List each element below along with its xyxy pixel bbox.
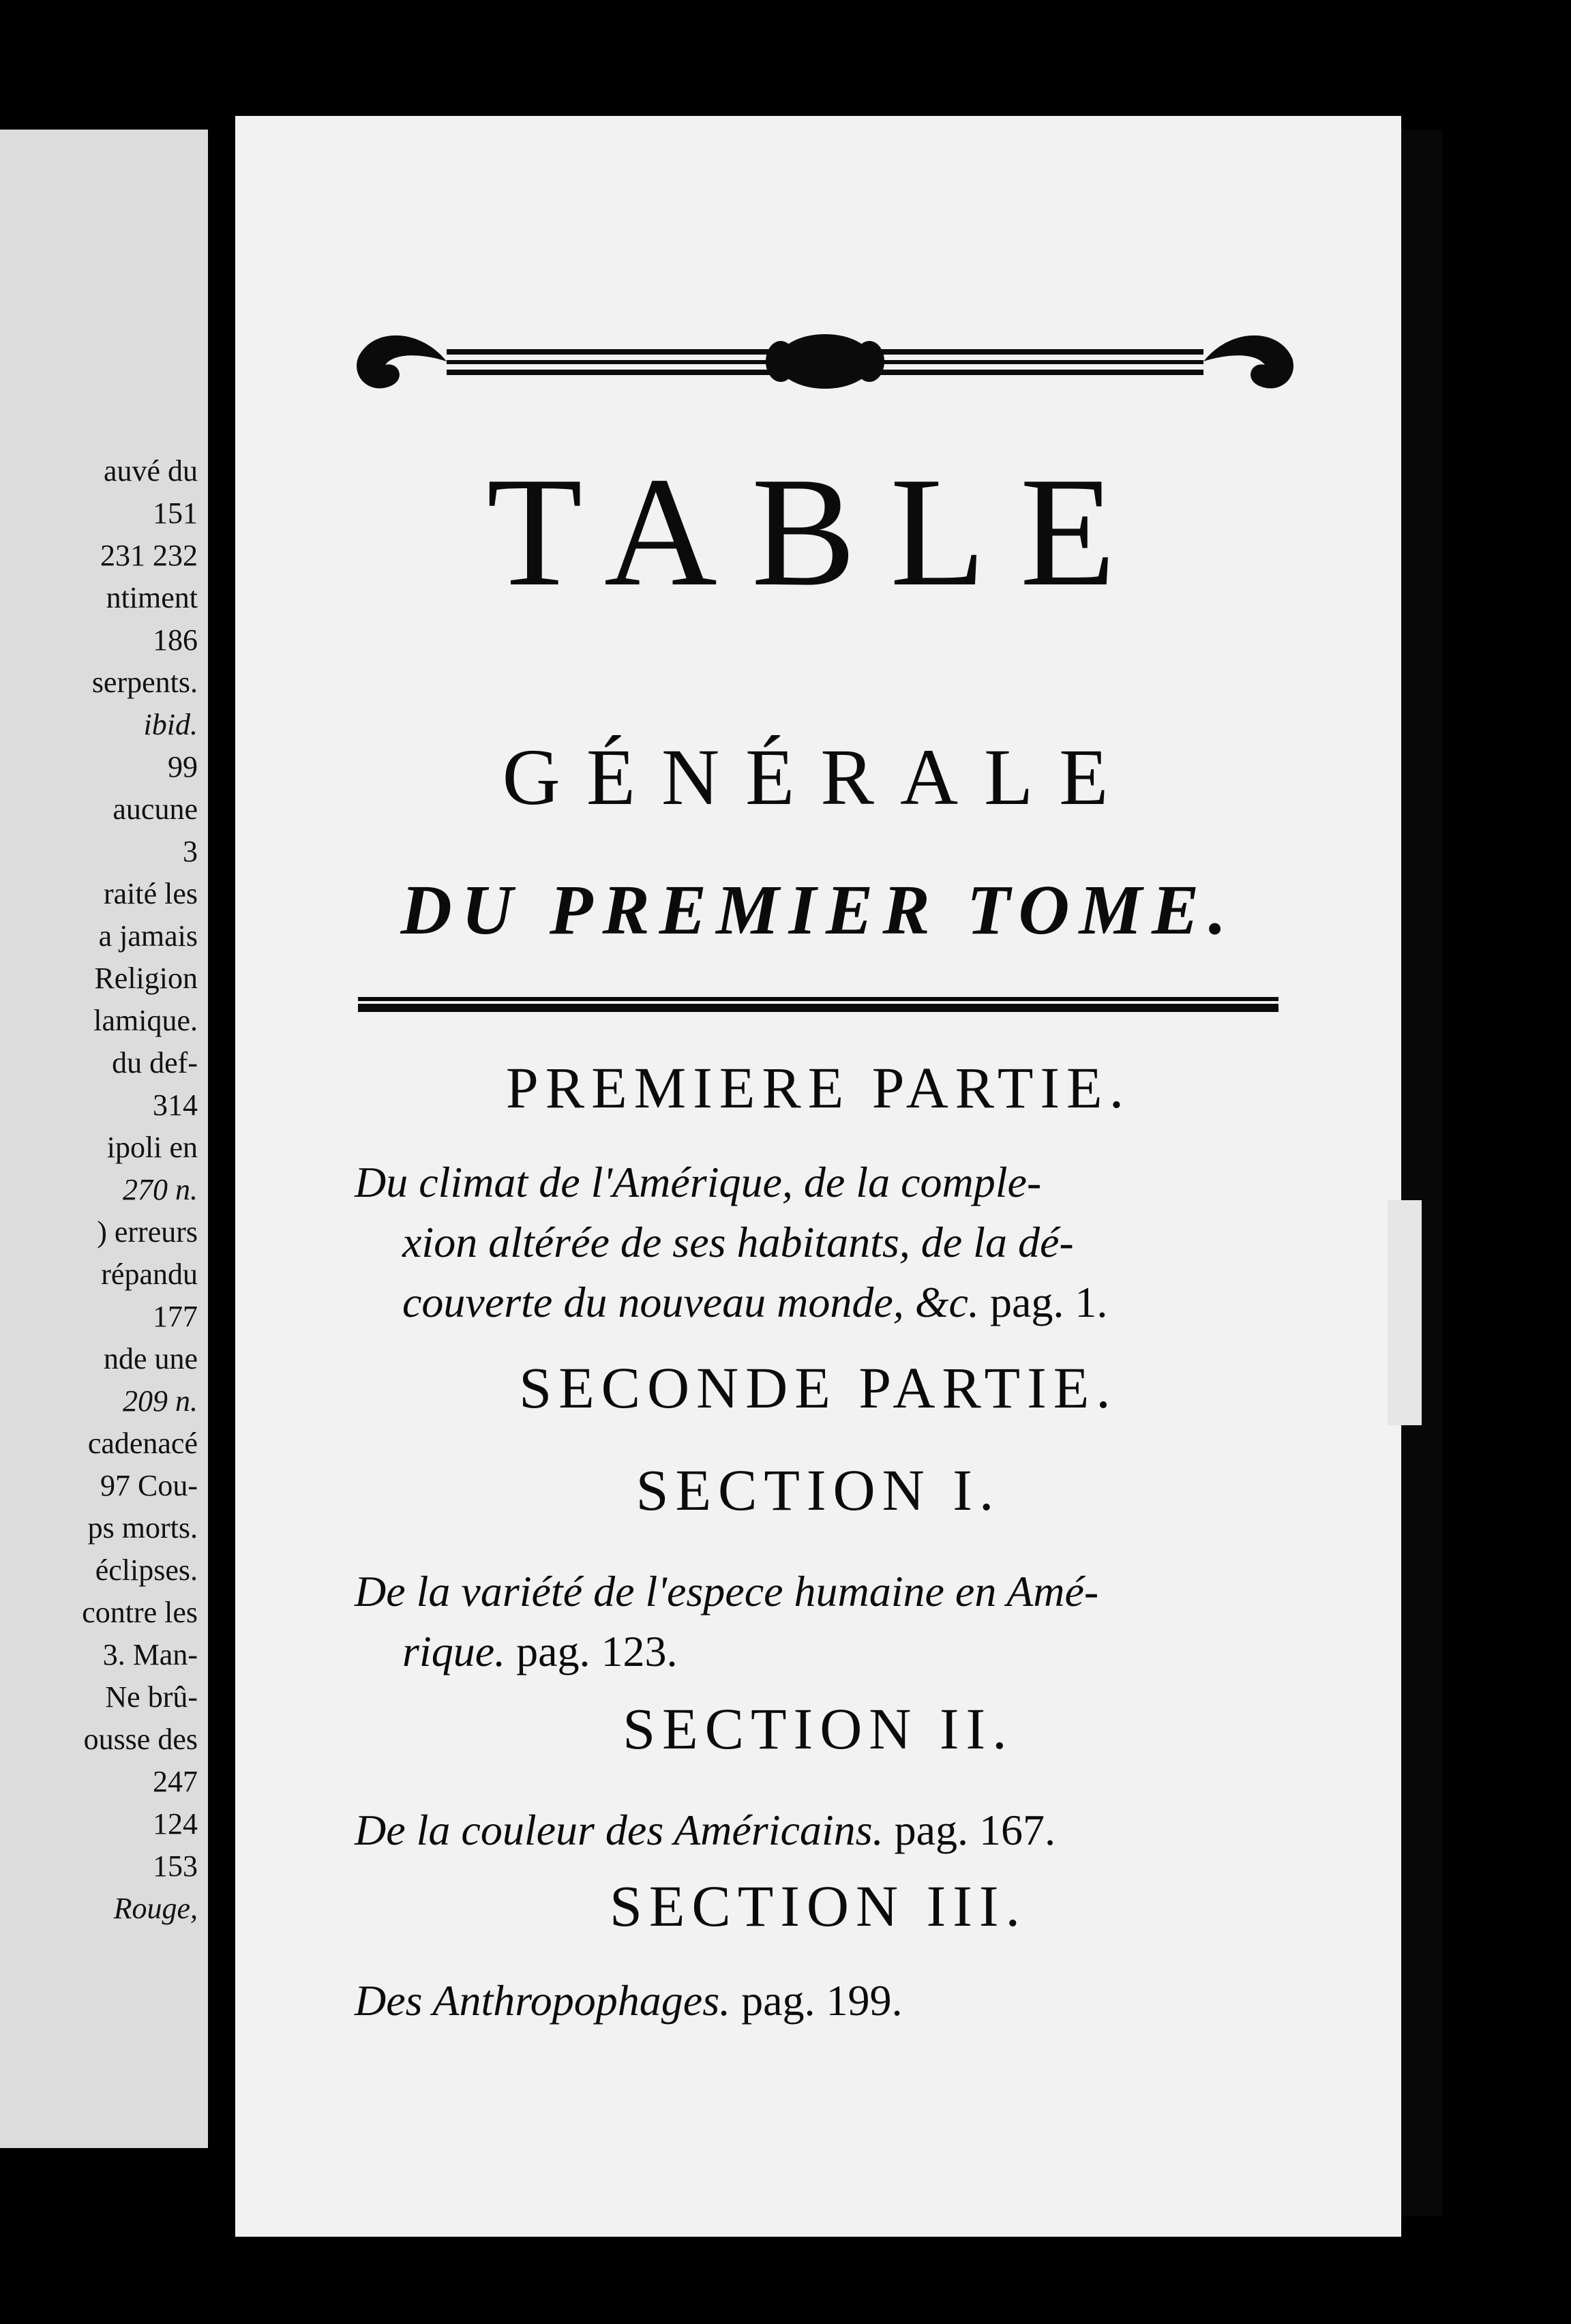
facing-line: 209 n. <box>123 1384 198 1418</box>
facing-line: 247 <box>153 1765 198 1798</box>
section-three-entry <box>355 1971 1296 2031</box>
part-one-entry <box>355 1152 1296 1332</box>
facing-line: 97 Cou- <box>100 1469 198 1502</box>
entry-line: xion altérée de ses habitants, de la dé- <box>402 1218 1074 1266</box>
facing-line: aucune <box>113 792 198 826</box>
page-reference: pag. 1. <box>989 1278 1108 1326</box>
facing-line: du def- <box>112 1046 198 1079</box>
section-two-entry <box>355 1800 1296 1860</box>
facing-line: 231 232 <box>100 539 198 572</box>
facing-line: ipoli en <box>106 1131 198 1164</box>
entry-text: De la couleur des Américains. <box>355 1806 884 1854</box>
part-two-heading: SECONDE PARTIE. <box>519 1355 1118 1420</box>
facing-page-text <box>0 450 198 1930</box>
facing-line: 124 <box>153 1807 198 1841</box>
facing-line: 314 <box>153 1088 198 1122</box>
page-edge <box>1401 130 1442 2216</box>
facing-line: 99 <box>168 750 198 784</box>
page-reference: pag. 123. <box>516 1627 678 1675</box>
facing-line: nde une <box>103 1342 198 1375</box>
main-page <box>235 116 1401 2237</box>
facing-line: 151 <box>153 496 198 530</box>
section-one-heading: SECTION I. <box>635 1457 1001 1523</box>
tome-heading: DU PREMIER TOME. <box>400 871 1236 949</box>
facing-line: a jamais <box>98 919 198 953</box>
section-one-entry <box>355 1562 1296 1682</box>
facing-line: raité les <box>103 877 198 910</box>
facing-line: répandu <box>101 1257 198 1291</box>
facing-line: cadenacé <box>87 1427 198 1460</box>
facing-line: ps morts. <box>87 1511 198 1545</box>
section-two-heading: SECTION II. <box>623 1696 1014 1761</box>
facing-line: ibid. <box>143 708 198 741</box>
facing-page <box>0 130 208 2148</box>
facing-line: Religion <box>94 962 198 995</box>
entry-line <box>355 1622 1296 1682</box>
entry-line: De la variété de l'espece humaine en Amé- <box>355 1567 1099 1615</box>
facing-line: Ne brû- <box>105 1680 198 1714</box>
entry-text: rique. <box>402 1627 506 1675</box>
facing-line: 270 n. <box>123 1173 198 1206</box>
facing-line: Rouge, <box>113 1892 198 1925</box>
section-three-heading: SECTION III. <box>609 1873 1028 1939</box>
facing-line: ) erreurs <box>97 1215 198 1249</box>
header-ornament <box>344 321 1306 402</box>
table-title: TABLE <box>486 445 1150 619</box>
page-reference: pag. 199. <box>741 1976 903 2025</box>
facing-line: 177 <box>153 1300 198 1333</box>
facing-line: ntiment <box>106 581 198 614</box>
facing-line: 3. Man- <box>102 1638 198 1671</box>
page-edge-tab <box>1388 1200 1422 1425</box>
part-one-heading: PREMIERE PARTIE. <box>505 1055 1131 1120</box>
table-subtitle: GÉNÉRALE <box>502 732 1135 822</box>
entry-line: Du climat de l'Amérique, de la comple- <box>355 1158 1042 1206</box>
facing-line: 3 <box>183 835 198 868</box>
facing-line: 186 <box>153 623 198 657</box>
facing-line: lamique. <box>93 1004 198 1037</box>
entry-text: Des Anthropophages. <box>355 1976 731 2025</box>
facing-line: ousse des <box>83 1723 198 1756</box>
facing-line: auvé du <box>103 454 198 488</box>
heading-rule <box>358 996 1278 1013</box>
facing-line: éclipses. <box>95 1553 198 1587</box>
facing-line: 153 <box>153 1849 198 1883</box>
facing-line: contre les <box>82 1596 198 1629</box>
facing-line: serpents. <box>91 666 198 699</box>
entry-line <box>355 1272 1296 1332</box>
book-gutter <box>208 102 235 2155</box>
entry-text: couverte du nouveau monde, &c. <box>402 1278 979 1326</box>
page-reference: pag. 167. <box>894 1806 1056 1854</box>
